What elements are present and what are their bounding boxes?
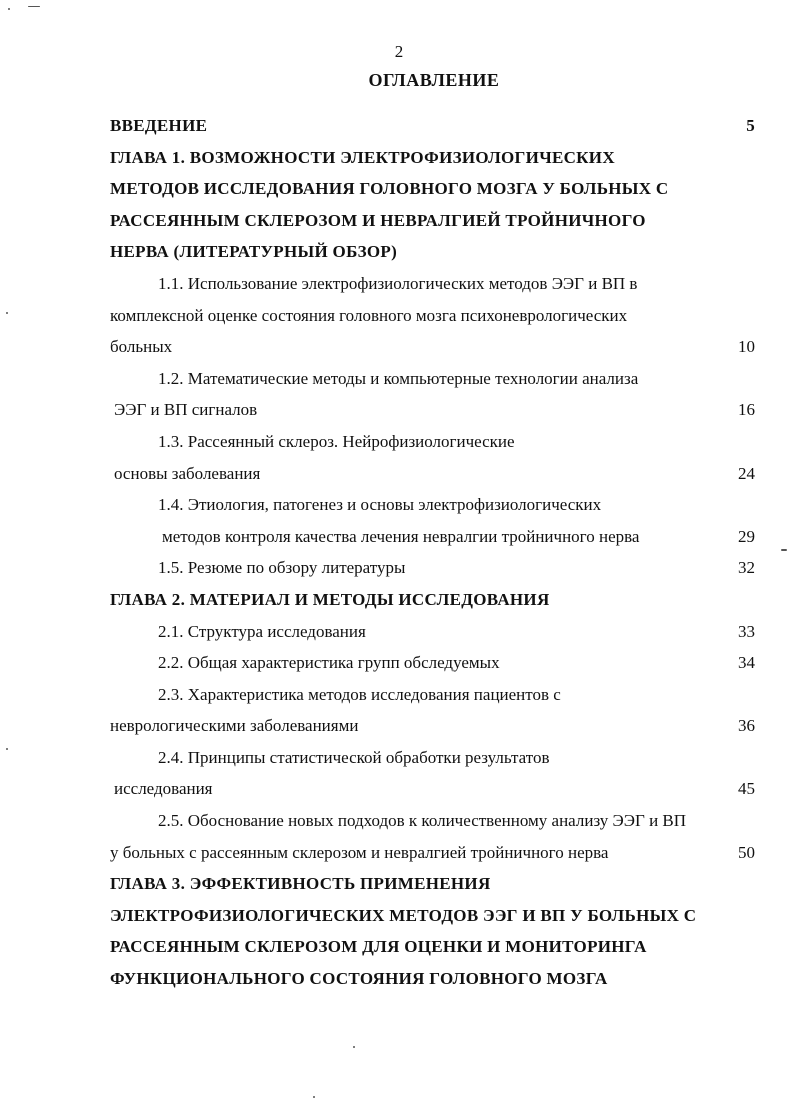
toc-entry	[110, 300, 755, 332]
toc-entry-text: РАССЕЯННЫМ СКЛЕРОЗОМ ДЛЯ ОЦЕНКИ И МОНИТОРИНГА	[110, 937, 647, 957]
scan-speck	[8, 8, 10, 10]
toc-entry-page: 36	[738, 716, 755, 736]
toc-entry-page: 24	[738, 463, 755, 483]
toc-entry-text: больных	[110, 337, 173, 357]
toc-entry-text: 2.5. Обоснование новых подходов к количественному анализу ЭЭГ и ВП	[158, 811, 687, 831]
toc-entry-text: ВВЕДЕНИЕ	[110, 116, 208, 135]
toc-entry	[110, 647, 755, 679]
toc-entry	[110, 584, 755, 616]
scan-speck	[6, 748, 8, 750]
scan-speck	[781, 549, 787, 551]
toc-entry-text: ГЛАВА 3. ЭФФЕКТИВНОСТЬ ПРИМЕНЕНИЯ	[110, 874, 491, 894]
toc-entry-text: ГЛАВА 2. МАТЕРИАЛ И МЕТОДЫ ИССЛЕДОВАНИЯ	[110, 589, 550, 609]
toc-entry-text: неврологическими заболеваниями	[110, 716, 359, 736]
toc-entry-text: НЕРВА (ЛИТЕРАТУРНЫЙ ОБЗОР)	[110, 242, 398, 262]
toc-entry	[110, 742, 755, 774]
toc-entry	[110, 900, 755, 932]
toc-entry	[110, 805, 755, 837]
toc-entry	[110, 521, 755, 553]
toc-entry-text: исследования	[114, 779, 213, 799]
toc-entry-page: 33	[738, 621, 755, 641]
toc-entry-text: ФУНКЦИОНАЛЬНОГО СОСТОЯНИЯ ГОЛОВНОГО МОЗГА	[110, 969, 608, 989]
toc-entry	[110, 110, 755, 142]
toc-entry-page: 32	[738, 558, 755, 578]
toc-entry-text: 2.3. Характеристика методов исследования пациентов с	[158, 684, 561, 704]
toc-entry-text: у больных с рассеянным склерозом и невралгией тройничного нерва	[110, 842, 609, 862]
toc-entry-text: РАССЕЯННЫМ СКЛЕРОЗОМ И НЕВРАЛГИЕЙ ТРОЙНИЧНОГО	[110, 210, 646, 230]
toc-entry-text: ЭЭГ и ВП сигналов	[114, 400, 258, 420]
toc-entry-page: 5	[746, 116, 755, 135]
toc-entry-text: 1.1. Использование электрофизиологических методов ЭЭГ и ВП в	[158, 273, 638, 293]
toc-entry-text: основы заболевания	[114, 463, 261, 483]
toc-entry	[110, 394, 755, 426]
toc-entry	[110, 868, 755, 900]
toc-entry	[110, 837, 755, 869]
toc-entry	[110, 679, 755, 711]
toc-entry-page: 29	[738, 526, 755, 546]
toc-entry	[110, 963, 755, 995]
toc-entry-text: комплексной оценке состояния головного мозга психоневрологических	[110, 305, 628, 325]
toc-entry-text: ЭЛЕКТРОФИЗИОЛОГИЧЕСКИХ МЕТОДОВ ЭЭГ И ВП У БОЛЬНЫХ С	[110, 905, 697, 925]
toc-entry-text: 1.5. Резюме по обзору литературы	[158, 558, 406, 578]
scan-speck	[313, 1096, 315, 1098]
toc-entry	[110, 331, 755, 363]
toc-entry-page: 16	[738, 400, 755, 420]
page-number: 2	[394, 42, 404, 61]
toc-entry	[110, 268, 755, 300]
toc-entry	[110, 236, 755, 268]
toc-entry-text: 1.2. Математические методы и компьютерные технологии анализа	[158, 368, 639, 388]
page-title: ОГЛАВЛЕНИЕ	[368, 70, 500, 90]
toc-entry-text: 1.4. Этиология, патогенез и основы электрофизиологических	[158, 495, 602, 515]
toc-entry	[110, 173, 755, 205]
toc-entry	[110, 458, 755, 490]
toc-entry	[110, 773, 755, 805]
toc-entry-page: 10	[738, 337, 755, 357]
toc-entry-text: МЕТОДОВ ИССЛЕДОВАНИЯ ГОЛОВНОГО МОЗГА У БОЛЬНЫХ С	[110, 179, 669, 199]
table-of-contents	[110, 110, 755, 995]
toc-entry-text: 2.2. Общая характеристика групп обследуемых	[158, 653, 500, 673]
toc-entry-text: 1.3. Рассеянный склероз. Нейрофизиологические	[158, 431, 515, 451]
toc-entry	[110, 710, 755, 742]
toc-entry	[110, 426, 755, 458]
toc-entry-text: методов контроля качества лечения невралгии тройничного нерва	[162, 526, 640, 546]
toc-entry	[110, 552, 755, 584]
toc-entry	[110, 205, 755, 237]
toc-entry	[110, 489, 755, 521]
toc-entry-text: 2.1. Структура исследования	[158, 621, 366, 641]
toc-entry-text: 2.4. Принципы статистической обработки результатов	[158, 747, 550, 767]
toc-entry	[110, 616, 755, 648]
toc-entry-page: 34	[738, 653, 755, 673]
scan-speck	[6, 312, 8, 314]
toc-entry	[110, 142, 755, 174]
toc-entry	[110, 363, 755, 395]
toc-entry-page: 45	[738, 779, 755, 799]
toc-entry-text: ГЛАВА 1. ВОЗМОЖНОСТИ ЭЛЕКТРОФИЗИОЛОГИЧЕСКИХ	[110, 147, 615, 167]
toc-entry	[110, 931, 755, 963]
toc-entry-page: 50	[738, 842, 755, 862]
scan-speck	[28, 6, 40, 7]
scan-speck	[353, 1046, 355, 1048]
